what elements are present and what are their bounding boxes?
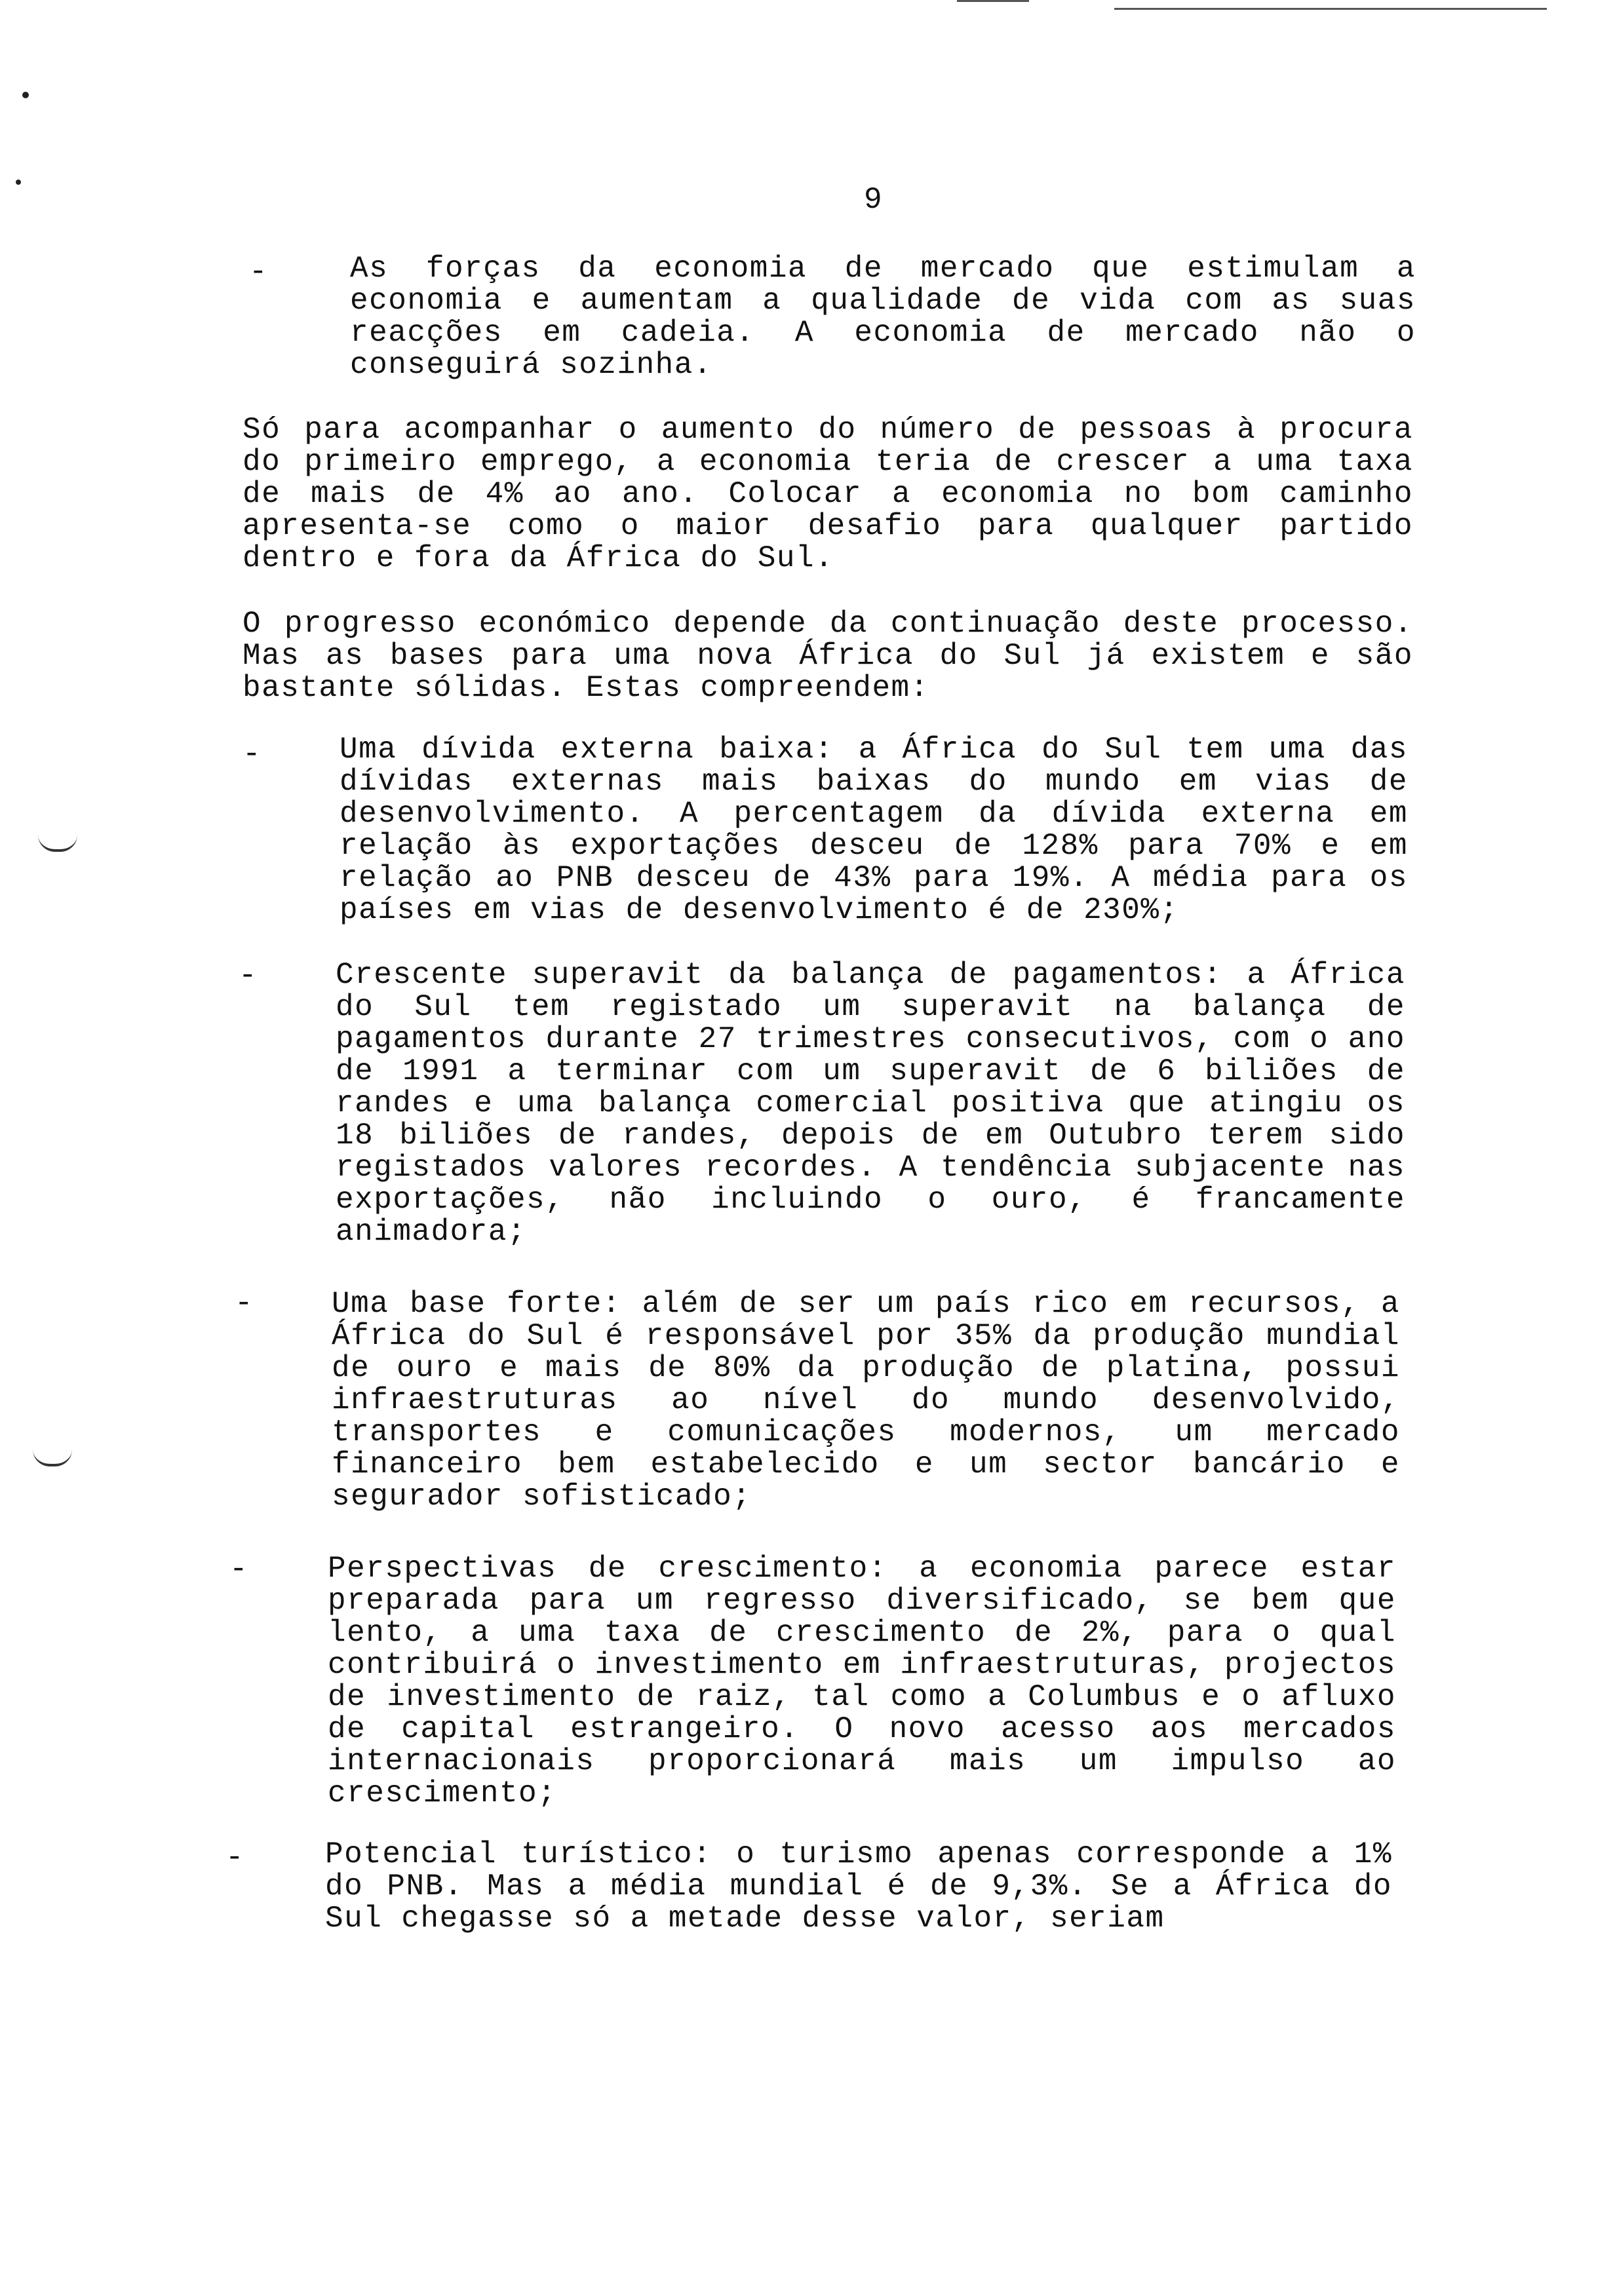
bullet-text: Potencial turístico: o turismo apenas corresponde a 1% do PNB. Mas a média mundial é de 9,3%. Se a África do Sul chegasse só a metade desse valor, seriam <box>325 1837 1392 1936</box>
paragraph <box>243 414 1413 575</box>
bullet-text: Uma dívida externa baixa: a África do Sul tem uma das dívidas externas mais baixas do mundo em vias de desenvolvimento. A percentagem da dívida externa em relação às exportações desceu de 128% para 70% e em relação ao PNB desceu de 43% para 19%. A média para os países em vias de desenvolvimento é de 230%; <box>340 733 1408 927</box>
scan-speck <box>22 92 29 98</box>
bullet-dash: - <box>229 1552 248 1586</box>
scan-artifact-line <box>1114 8 1547 10</box>
bullet-dash: - <box>235 1286 253 1320</box>
bullet-dash: - <box>249 255 267 289</box>
paragraph-text: O progresso económico depende da continuação deste processo. Mas as bases para uma nova África do Sul já existem e são bastante sólidas. Estas compreendem: <box>243 607 1413 705</box>
bullet-text: Crescente superavit da balança de pagamentos: a África do Sul tem registado um superavit na balança de pagamentos durante 27 trimestres consecutivos, com o ano de 1991 a terminar com um superavit de 6 biliões de randes e uma balança comercial positiva que atingiu os 18 biliões de randes, depois de em Outubro terem sido registados valores recordes. A tendência subjacente nas exportações, não incluindo o ouro, é francamente animadora; <box>336 958 1405 1249</box>
paragraph-text: Só para acompanhar o aumento do número de pessoas à procura do primeiro emprego, a economia teria de crescer a uma taxa de mais de 4% ao ano. Colocar a economia no bom caminho apresenta-se como o maior desafio para qualquer partido dentro e fora da África do Sul. <box>243 413 1413 575</box>
bullet-item <box>325 1839 1392 1935</box>
margin-mark <box>38 835 77 852</box>
bullet-item <box>340 734 1408 927</box>
bullet-text: Uma base forte: além de ser um país rico em recursos, a África do Sul é responsável por 35% da produção mundial de ouro e mais de 80% da produção de platina, possui infraestruturas ao nível do mundo desenvolvido, transportes e comunicações modernos, um mercado financeiro bem estabelecido e um sector bancário e segurador sofisticado; <box>332 1287 1400 1514</box>
bullet-item <box>332 1288 1400 1513</box>
top-bullet-text <box>350 253 1416 381</box>
bullet-dash: - <box>225 1841 244 1875</box>
bullet-text: Perspectivas de crescimento: a economia parece estar preparada para um regresso diversificado, se bem que lento, a uma taxa de crescimento de 2%, para o qual contribuirá o investimento em infraestruturas, projectos de investimento de raiz, tal como a Columbus e o afluxo de capital estrangeiro. O novo acesso aos mercados internacionais proporcionará mais um impulso ao crescimento; <box>328 1552 1396 1810</box>
bullet-item <box>328 1553 1396 1810</box>
scan-artifact-line <box>957 0 1029 2</box>
bullet-item <box>336 959 1405 1248</box>
scan-speck <box>16 180 21 185</box>
paragraph <box>243 608 1413 704</box>
bullet-text: As forças da economia de mercado que estimulam a economia e aumentam a qualidade de vida com as suas reacções em cadeia. A economia de mercado não o conseguirá sozinha. <box>350 252 1416 382</box>
bullet-dash: - <box>243 737 261 771</box>
page-number: 9 <box>864 183 882 217</box>
bullet-dash: - <box>239 959 257 993</box>
margin-mark <box>33 1449 72 1466</box>
